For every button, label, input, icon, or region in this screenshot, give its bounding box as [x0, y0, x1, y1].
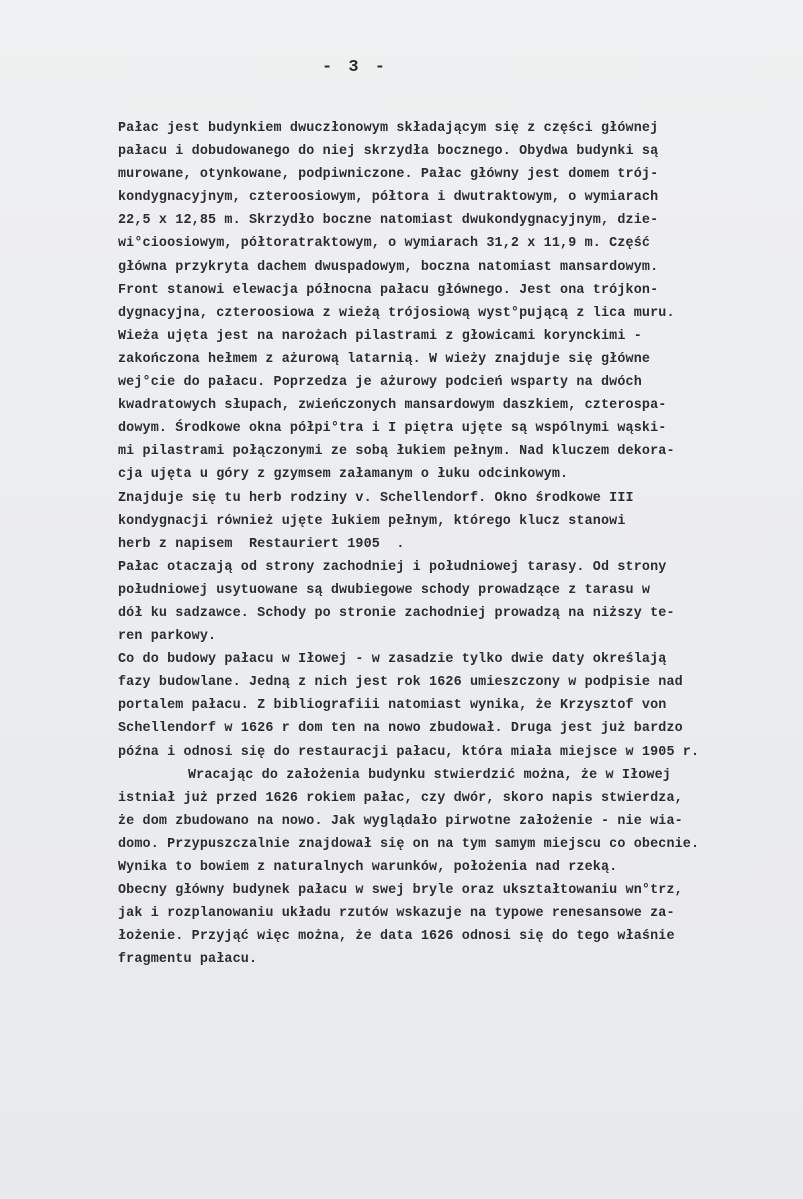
document-body [118, 117, 778, 971]
text-line: łożenie. Przyjąć więc można, że data 1626 odnosi się do tego właśnie [118, 929, 675, 945]
text-line: wej°cie do pałacu. Poprzedza je ażurowy podcień wsparty na dwóch [118, 375, 642, 391]
text-line: Wynika to bowiem z naturalnych warunków, położenia nad rzeką. [118, 860, 618, 875]
text-line: cja ujęta u góry z gzymsem załamanym o łuku odcinkowym. [118, 467, 569, 483]
text-line: murowane, otynkowane, podpiwniczone. Pałac główny jest domem trój- [118, 167, 659, 183]
text-line: dół ku sadzawce. Schody po stronie zachodniej prowadzą na niższy te- [118, 605, 675, 621]
text-line: mi pilastrami połączonymi ze sobą łukiem pełnym. Nad kluczem dekora- [118, 444, 675, 460]
text-line: dygnacyjna, czteroosiowa z wieżą trójosiową wyst°pującą z lica muru. [118, 305, 675, 321]
text-line: południowej usytuowane są dwubiegowe schody prowadzące z tarasu w [118, 582, 651, 598]
text-line: 22,5 x 12,85 m. Skrzydło boczne natomiast dwukondygnacyjnym, dzie- [118, 213, 659, 229]
text-line: Schellendorf w 1626 r dom ten na nowo zbudował. Druga jest już bardzo [118, 721, 683, 737]
text-line: fragmentu pałacu. [118, 952, 258, 968]
text-line: Wieża ujęta jest na narożach pilastrami z głowicami korynckimi - [118, 328, 642, 344]
text-line: istniał już przed 1626 rokiem pałac, czy dwór, skoro napis stwierdza, [118, 790, 683, 806]
text-line: jak i rozplanowaniu układu rzutów wskazuje na typowe renesansowe za- [118, 906, 675, 922]
text-line: główna przykryta dachem dwuspadowym, boczna natomiast mansardowym. [118, 259, 659, 275]
text-line: Pałac jest budynkiem dwuczłonowym składającym się z części głównej [118, 121, 659, 136]
text-line: ren parkowy. [118, 629, 217, 645]
text-line: Front stanowi elewacja północna pałacu głównego. Jest ona trójkon- [118, 282, 659, 298]
text-line: pałacu i dobudowanego do niej skrzydła bocznego. Obydwa budynki są [118, 144, 659, 160]
text-line: herb z napisem Restauriert 1905 . [118, 536, 405, 552]
text-line: Pałac otaczają od strony zachodniej i południowej tarasy. Od strony [118, 559, 667, 575]
text-line: domo. Przypuszczalnie znajdował się on na tym samym miejscu co obecnie. [118, 836, 700, 852]
text-line: zakończona hełmem z ażurową latarnią. W wieży znajduje się główne [118, 351, 651, 367]
text-line: Znajduje się tu herb rodziny v. Schellendorf. Okno środkowe III [118, 490, 634, 506]
text-line: kondygnacyjnym, czteroosiowym, półtora i dwutraktowym, o wymiarach [118, 190, 659, 206]
text-line: kwadratowych słupach, zwieńczonych mansardowym daszkiem, czterospa- [118, 398, 667, 414]
text-line: dowym. Środkowe okna półpi°tra i I piętra ujęte są wspólnymi wąski- [118, 421, 667, 437]
text-line: fazy budowlane. Jedną z nich jest rok 1626 umieszczony w podpisie nad [118, 675, 683, 691]
text-line: kondygnacji również ujęte łukiem pełnym, którego klucz stanowi [118, 513, 626, 529]
text-line: Co do budowy pałacu w Iłowej - w zasadzie tylko dwie daty określają [118, 652, 667, 668]
text-line: portalem pałacu. Z bibliografiii natomiast wynika, że Krzysztof von [118, 698, 667, 714]
text-line: wi°cioosiowym, półtoratraktowym, o wymiarach 31,2 x 11,9 m. Część [118, 236, 651, 252]
page-number: - 3 - [321, 58, 388, 77]
text-line: późna i odnosi się do restauracji pałacu, która miała miejsce w 1905 r. [118, 744, 700, 760]
text-line: Obecny główny budynek pałacu w swej bryle oraz ukształtowaniu wn°trz, [118, 883, 683, 899]
text-line: Wracając do założenia budynku stwierdzić można, że w Iłowej [188, 767, 671, 783]
text-line: że dom zbudowano na nowo. Jak wyglądało pirwotne założenie - nie wia- [118, 813, 683, 829]
